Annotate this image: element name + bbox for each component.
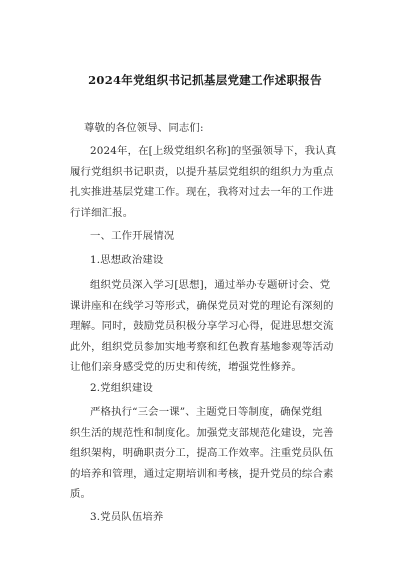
intro-line: 2024年，在[上级党组织名称]的坚强领导下，我认真	[90, 145, 337, 157]
paragraph-line: 理解。同时，鼓励党员积极分享学习心得，促进思想交流	[70, 320, 334, 332]
subsection-heading	[70, 507, 350, 528]
subsection-heading	[70, 378, 350, 399]
paragraph-line: 课讲座和在线学习等形式，确保党员对党的理论有深刻的	[70, 299, 334, 312]
paragraph-line: 组织党员深入学习[思想]，通过举办专题研讨会、党	[90, 279, 331, 291]
intro-paragraph	[70, 141, 350, 223]
paragraph-line: 此外，组织党员参加实地考察和红色教育基地参观等活动	[70, 340, 334, 353]
subsection-3-heading: 3.党员队伍培养	[90, 511, 164, 523]
salutation-text: 尊敬的各位领导、同志们:	[84, 122, 204, 134]
paragraph-line: 质。	[70, 488, 92, 500]
subsection-heading	[70, 250, 350, 271]
subsection-2-paragraph	[70, 402, 350, 505]
paragraph-line: 的培养和管理，通过定期培训和考核，提升党员的综合素	[70, 467, 334, 480]
salutation	[70, 118, 350, 139]
subsection-1-heading: 1.思想政治建设	[90, 254, 164, 266]
paragraph-line: 严格执行“三会一课”、主题党日等制度，确保党组	[90, 406, 323, 418]
subsection-2-heading: 2.党组织建设	[90, 382, 153, 394]
paragraph-line: 织生活的规范性和制度化。加强党支部规范化建设，完善	[70, 426, 334, 439]
document-title: 2024年党组织书记抓基层党建工作述职报告	[88, 73, 322, 87]
paragraph-line: 让他们亲身感受党的历史和传统，增强党性修养。	[70, 361, 302, 373]
subsection-1-paragraph	[70, 275, 350, 378]
section-heading	[70, 226, 350, 247]
intro-line: 扎实推进基层党建工作。现在，我将对过去一年的工作进	[70, 186, 334, 198]
intro-line: 履行党组织书记职责，以提升基层党组织的组织力为重点	[70, 165, 334, 178]
section-1-heading: 一、工作开展情况	[90, 230, 175, 242]
paragraph-line: 组织架构，明确职责分工，提高工作效率。注重党员队伍	[70, 447, 334, 459]
intro-line: 行详细汇报。	[70, 206, 134, 219]
